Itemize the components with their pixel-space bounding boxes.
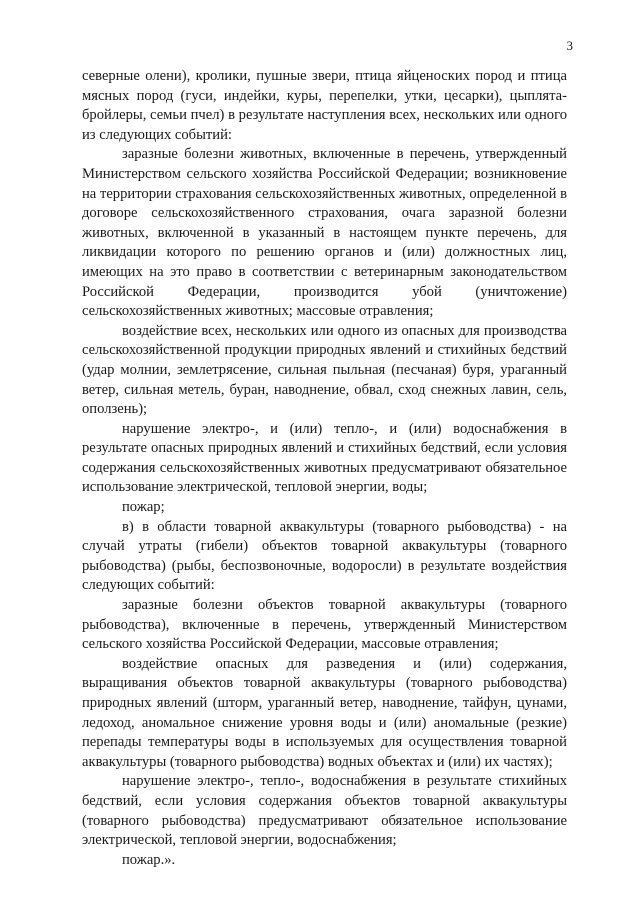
paragraph-aquaculture: в) в области товарной аквакультуры (товарного рыбоводства) - на случай утраты (гибели) объектов товарной аквакультуры (товарного рыбоводства) (рыбы, беспозвоночные, водоросли) в результате воздействия следующих событий: bbox=[82, 518, 567, 594]
paragraph-aquaculture-natural-hazards: воздействие опасных для разведения и (или) содержания, выращивания объектов товарной аквакультуры (товарного рыбоводства) природных явлений (шторм, ураганный ветер, наводнение, тайфун, цунами, ледоход, аномальное снижение уровня воды и (или) аномальные (резкие) перепады температуры воды в используемых для осуществления товарной аквакультуры (товарного рыбоводства) водных объектах и (или) их частях); bbox=[82, 655, 567, 770]
document-body bbox=[82, 67, 567, 870]
paragraph-fire: пожар; bbox=[122, 499, 165, 516]
paragraph-aquaculture-utility-disruption: нарушение электро-, тепло-, водоснабжения в результате стихийных бедствий, если условия содержания объектов товарной аквакультуры (товарного рыбоводства) предусматривают обязательное использование электрической, тепловой энергии, водоснабжения; bbox=[82, 773, 567, 849]
paragraph-aquaculture-diseases: заразные болезни объектов товарной аквакультуры (товарного рыбоводства), включенные в перечень, утвержденный Министерством сельского хозяйства Российской Федерации, массовые отравления; bbox=[82, 597, 567, 653]
paragraph-aquaculture-fire: пожар.». bbox=[122, 851, 176, 868]
paragraph-utility-disruption: нарушение электро-, и (или) тепло-, и (или) водоснабжения в результате опасных природных явлений и стихийных бедствий, если условия содержания сельскохозяйственных животных предусматривают обязательное использование электрической, тепловой энергии, воды; bbox=[82, 420, 567, 496]
paragraph-contagious-animal-diseases: заразные болезни животных, включенные в перечень, утвержденный Министерством сельского хозяйства Российской Федерации; возникновение на территории страхования сельскохозяйственных животных, определенной в договоре сельскохозяйственного страхования, очага заразной болезни животных, включенной в указанный в настоящем пункте перечень, для ликвидации которого по решению органов и (или) должностных лиц, имеющих на это право в соответствии с ветеринарным законодательством Российской Федерации, производится убой (уничтожение) сельскохозяйственных животных; массовые отравления; bbox=[82, 146, 567, 320]
paragraph-natural-hazards: воздействие всех, нескольких или одного из опасных для производства сельскохозяйственной продукции природных явлений и стихийных бедствий (удар молнии, землетрясение, сильная пыльная (песчаная) буря, ураганный ветер, сильная метель, буран, наводнение, обвал, сход снежных лавин, сель, оползень); bbox=[82, 322, 567, 418]
paragraph-continuation: северные олени), кролики, пушные звери, птица яйценоских пород и птица мясных пород (гуси, индейки, куры, перепелки, утки, цесарки), цыплята-бройлеры, семьи пчел) в результате наступления всех, нескольких или одного из следующих событий: bbox=[82, 68, 567, 143]
page-number: 3 bbox=[566, 38, 573, 53]
